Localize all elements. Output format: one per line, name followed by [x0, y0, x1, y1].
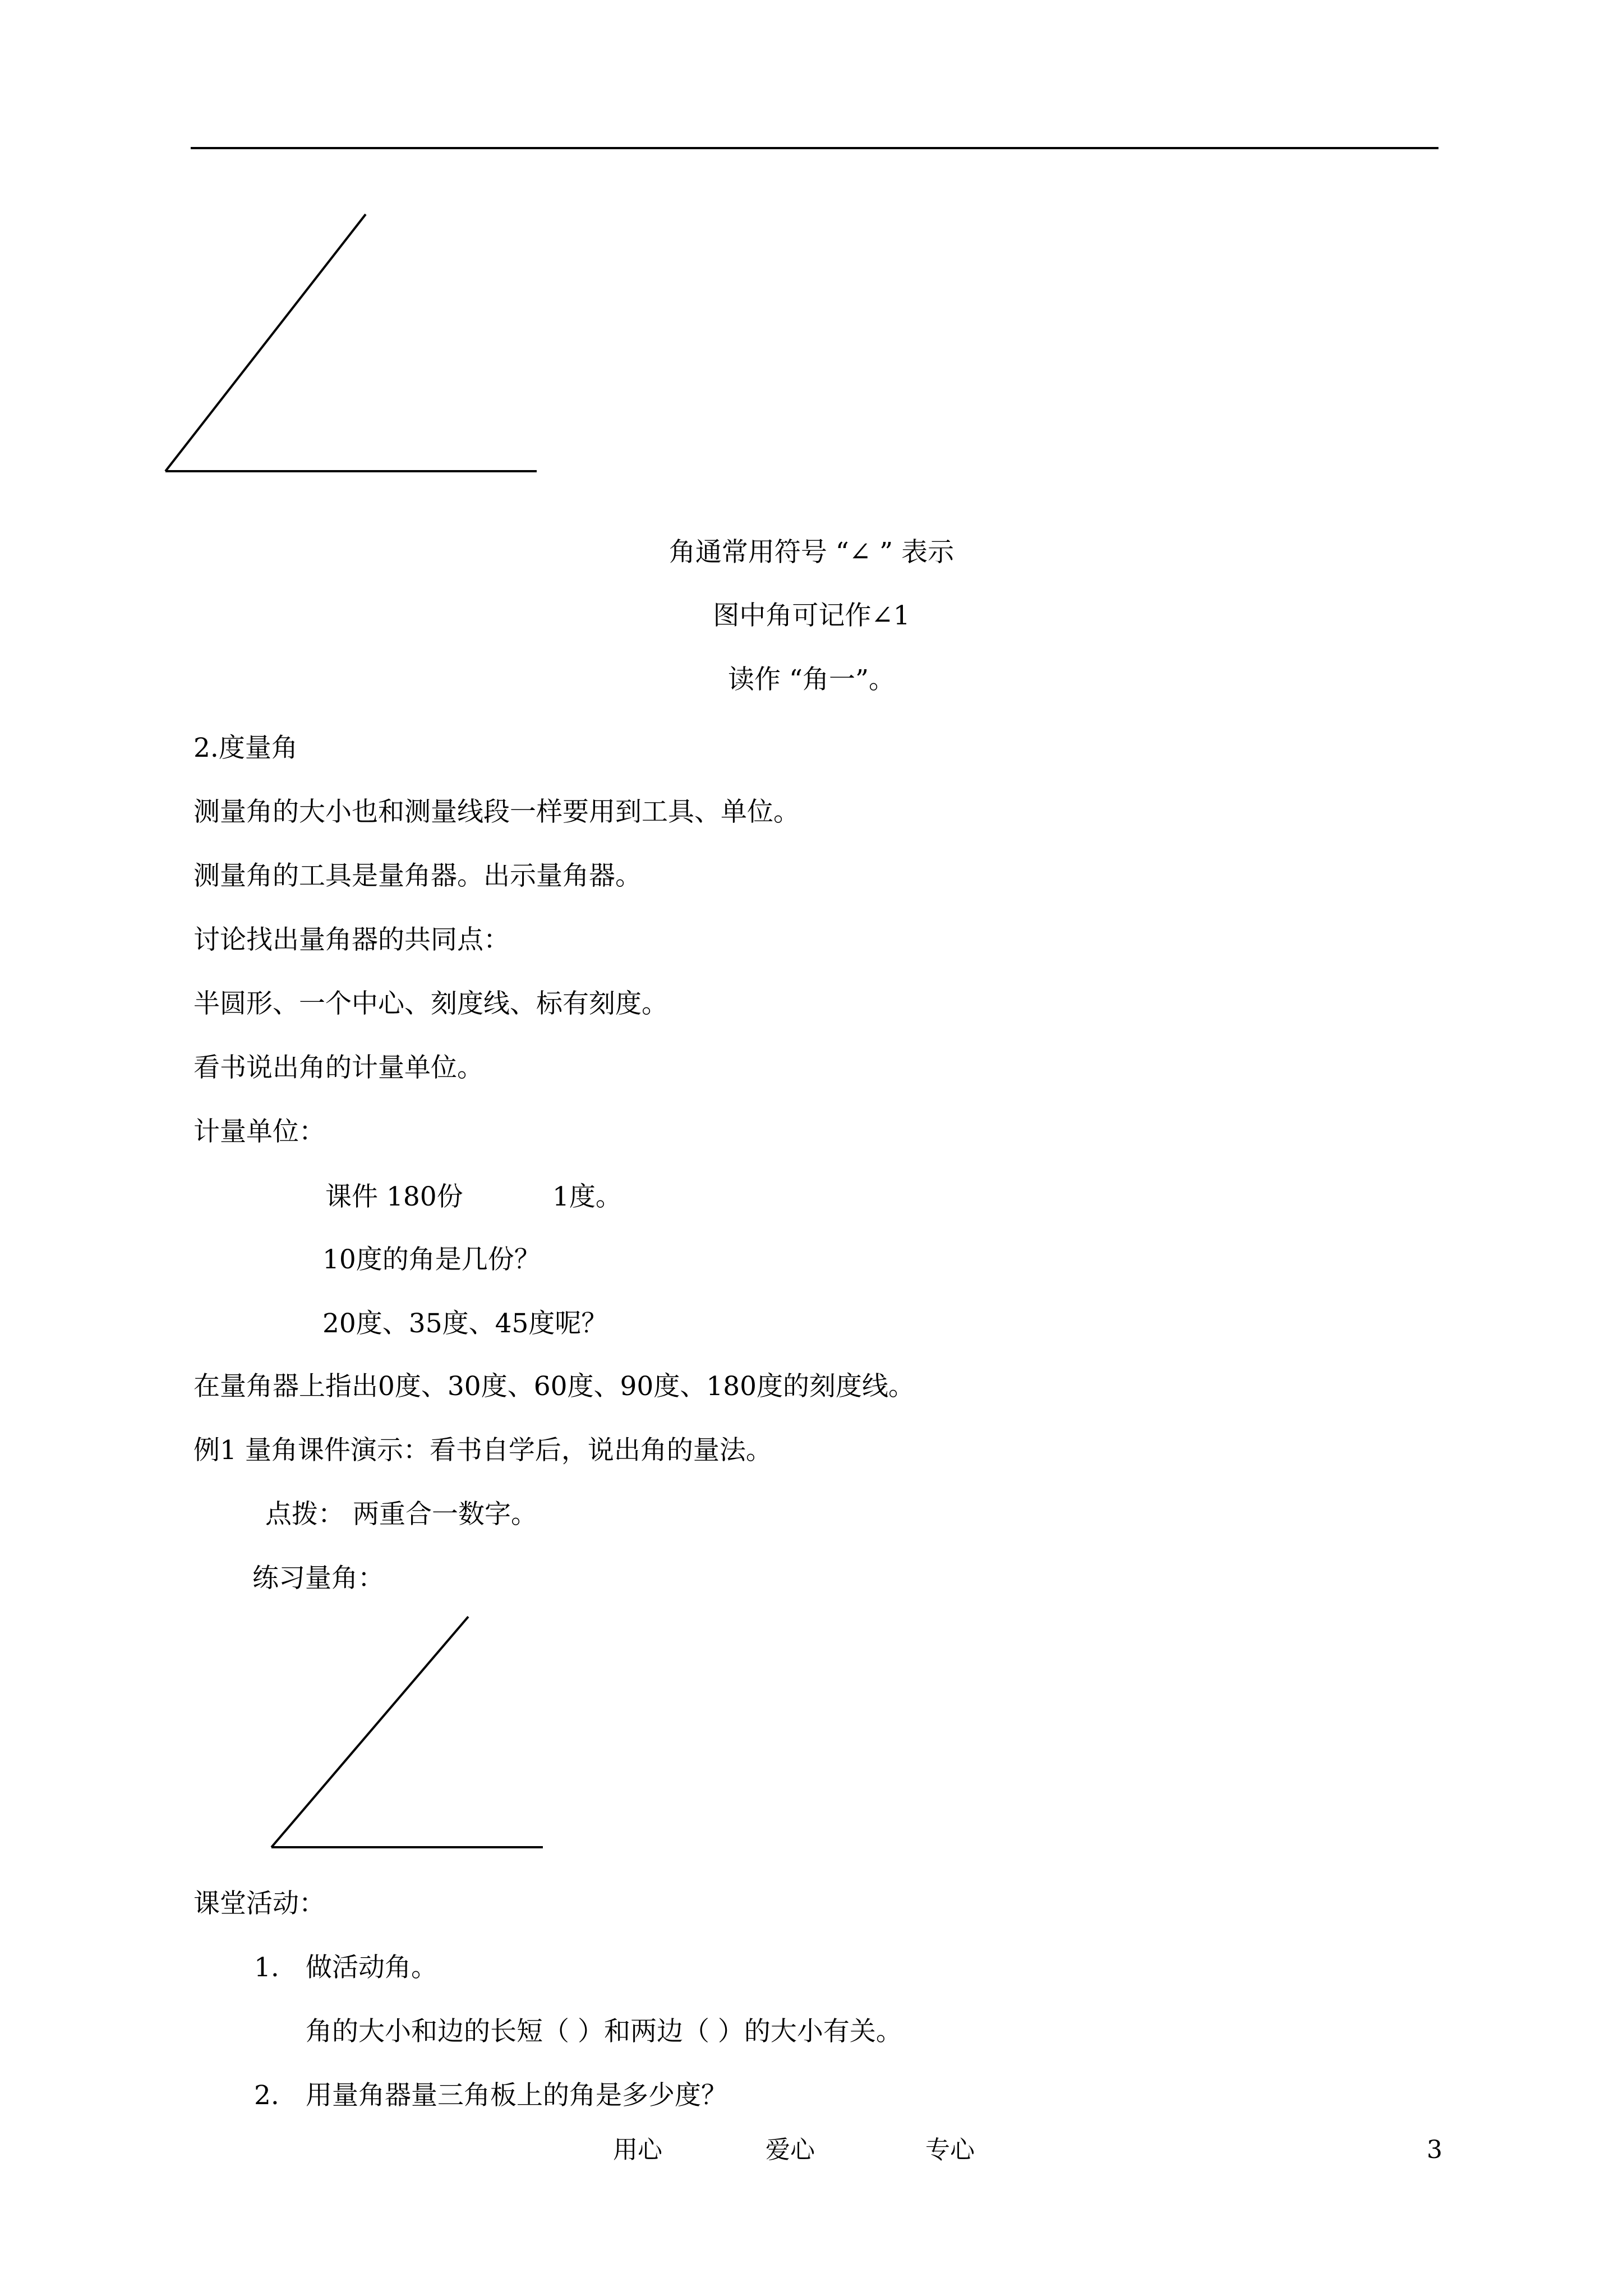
activity-item-1-number: 1. [254, 1952, 279, 1983]
angle-1-ray-upper [165, 214, 366, 471]
activity-item-1-question: 角的大小和边的长短（ ）和两边（ ）的大小有关。 [306, 2016, 902, 2047]
activity-item-2-number: 2. [254, 2080, 279, 2111]
practice-label: 练习量角： [252, 1563, 384, 1594]
page-number: 3 [1427, 2136, 1442, 2164]
footer-motto-2: 爱心 [766, 2136, 815, 2164]
unit-line-one-degree: 1度。 [552, 1181, 622, 1212]
paragraph-features: 半圆形、一个中心、刻度线、标有刻度。 [193, 988, 668, 1019]
activity-heading: 课堂活动： [193, 1888, 325, 1919]
footer-motto-3: 专心 [925, 2136, 975, 2164]
hint-line: 点拨： 两重合一数字。 [265, 1499, 537, 1530]
example-1: 例1 量角课件演示：看书自学后，说出角的量法。 [193, 1435, 772, 1466]
activity-item-1: 做活动角。 [306, 1952, 437, 1983]
angle-figure-1 [157, 208, 550, 477]
section-heading-measure-angle: 2.度量角 [193, 733, 298, 763]
footer-motto-1: 用心 [613, 2136, 662, 2164]
angle-figure-2 [264, 1610, 555, 1857]
paragraph-protractor: 测量角的工具是量角器。出示量角器。 [193, 861, 642, 891]
notation-line-read: 读作 “角一”。 [728, 664, 895, 695]
header-rule [191, 147, 1438, 149]
paragraph-tools-units: 测量角的大小也和测量线段一样要用到工具、单位。 [193, 797, 800, 827]
paragraph-discussion: 讨论找出量角器的共同点： [193, 924, 510, 955]
unit-line-more-degrees: 20度、35度、45度呢？ [322, 1308, 608, 1339]
paragraph-scale-lines: 在量角器上指出0度、30度、60度、90度、180度的刻度线。 [193, 1371, 915, 1402]
paragraph-unit-question: 看书说出角的计量单位。 [193, 1052, 483, 1083]
paragraph-unit-label: 计量单位： [193, 1116, 325, 1147]
notation-line-named: 图中角可记作∠1 [713, 600, 910, 631]
activity-item-2: 用量角器量三角板上的角是多少度？ [306, 2080, 727, 2111]
unit-line-courseware: 课件 180份 [325, 1181, 463, 1212]
notation-line-symbol: 角通常用符号 “∠ ” 表示 [668, 537, 955, 568]
unit-line-ten-degrees: 10度的角是几份？ [322, 1244, 541, 1275]
angle-2-ray-upper [271, 1617, 468, 1847]
